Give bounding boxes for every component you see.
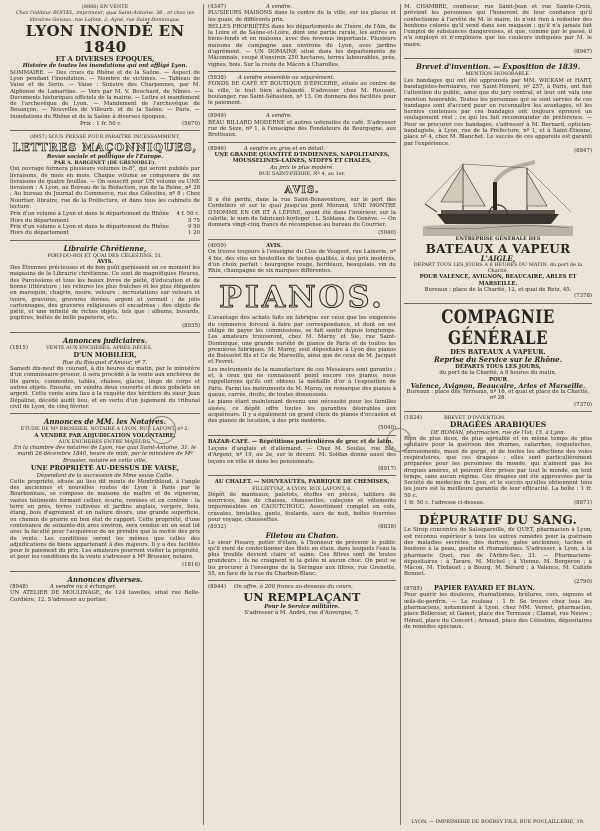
tariff-amount: 9 50 xyxy=(187,223,200,230)
remplacant-sub: Pour le Service militaire. xyxy=(264,603,340,610)
ad-number: (7370) xyxy=(574,401,592,408)
reprise-departs-2: du port de la Charité, à 9 heures du matin, xyxy=(439,370,557,377)
compagnie-title: COMPAGNIE GÉNÉRALE xyxy=(441,305,555,349)
divider xyxy=(404,303,592,304)
brevet-body: Les bandages qui ont été approuvés par MM. WICKAM et HART, bandagistes-herniaires, rue Saint-Honoré, nº 257, à Paris, ont fixé l'attention du public, ainsi que du jury central, et leur ont valu une mention honorable. Toutes les personnes qui se sont servies de ces bandages sont d'accord pour en reconnaître les avantages, et les hernies contenues par ces bandages ont toujours éprouvé un soulagement réel ; ce qui les fait recommander de préférence. — Pour se procurer ces bandages, s'adresser à M. Bernard, opticien-bandagiste, à Lyon, rue de la Préfecture, nº 1, et à Saint-Étienne, place nº 4, chez M. Blanchet. Le succès de ces appareils est garanti par l'expérience. xyxy=(404,77,592,147)
ad-number: (8838) xyxy=(378,524,396,531)
ship-route: POUR VALENCE, AVIGNON, BEAUCAIRE, ARLES ET MARSEILLE. xyxy=(419,274,577,287)
ship-title-2: BATEAUX A VAPEUR xyxy=(425,241,571,256)
tariff-amount: 1 20 xyxy=(187,230,200,237)
column-divider xyxy=(203,4,204,825)
divider xyxy=(208,435,396,436)
div-body: UN ATELIER DE MOULINAGE, de 124 tavelles, situé rue Belle-Cordière, 12. S'adresser au portier. xyxy=(10,590,200,603)
avis2-body: On trouve toujours à l'enseigne du Clos de Vougeot, rue Lainerie, nº 4 bis, des vins en bouteilles de toutes qualités, à des prix modérés, d'un choix parfait : bourgogne rouge, bordeaux, beaujolais, vin du Rhin, champagne de six marques différentes. xyxy=(208,249,396,275)
book-sommaire: SOMMAIRE. — Des crues du Rhône et de la Saône. — Aspect de Lyon pendant l'inondation. — Nombre de victimes. — Tableau de Vaise et de Serin. — Vaise : Sinistre des Charpennes, par M. Alphonse de Lamartine. — Vers par M. V. Bouchard, de Nîmes. — Documents historiques officiels de la mairie. — Lettre et mandement de l'archevêque de Lyon. — Mandement de l'archevêque de Besançon. — Nouvelles de Villeurb. et de la Saône. — Paris. — Inondations du Rhône et de la Saône à diverses époques. xyxy=(10,69,200,120)
indiennes-address: RUE SAINT-PIERRE, Nº 4, au 1er. xyxy=(258,170,346,177)
divider xyxy=(208,277,396,278)
ink-stamp xyxy=(387,428,411,452)
propriete-title: UNE PROPRIÉTÉ AU-DESSUS DE VAISE, xyxy=(30,464,180,473)
ad-number: (8917) xyxy=(378,465,396,472)
remplacant-title: UN REMPLAÇANT xyxy=(243,590,361,604)
biens-body: BELLES PROPRIÉTÉS dans les départements de l'Isère, de l'Ain, de la Loire et de Saône-et-Loire, dont une partie rurale, les autres en biens-fonds et en maisons, avec des revenus importants. Plusieurs maisons de campagne aux environs de Lyon, avec jardins d'agrément. — UN DOMAINE situé dans les départements de Mâconnais, coupé d'environ 250 hectares, terres labourables, prés, vignes, bois. Sur la route de Mâcon à Charolles. xyxy=(208,23,396,68)
dragees-title: DRAGÉES ARABIQUES xyxy=(449,420,547,430)
pianos-body-2: Les instruments de la manufacture de ces Messieurs sont garantis ; et, à ceux qui ne connaissent point encore ces pianos, nous rappellerons qu'ils ont obtenu la médaille d'or à l'exposition de Paris. Parmi les instruments de M. Marny, on remarque des pianos à queue, carrés, droits, de toutes dimensions. xyxy=(208,366,396,398)
cafe-head: A vendre ensemble ou séparément. xyxy=(237,74,335,81)
vente-head: VENTE AUX ENCHÈRES, APRÈS DÉCÈS, xyxy=(45,345,153,352)
price-line xyxy=(10,121,200,127)
compagnie-sub: DES BATEAUX A VAPEUR. xyxy=(450,347,546,356)
divider xyxy=(208,475,396,476)
tariff-table xyxy=(10,211,200,236)
divider xyxy=(208,580,396,581)
avis2-title: AVIS. xyxy=(265,242,283,249)
press-line: (8957) SOUS PRESSE POUR PARAITRE INCESSAMMENT, xyxy=(30,134,180,141)
dragees-sub: DE ROMAN, pharmacien, rue de l'Ist, 15, à Lyon. xyxy=(430,429,566,436)
vente-body: Samedi dix-neuf du courant, à dix heures du matin, par le ministère d'un commissaire-priseur, il sera procédé à la vente aux enchères de lits garnis, commodes, tables, chaises, glaces, linge de corps et autres objets. Ensuite, on vendra deux couverts et deux gobelets en argent. Cette vente aura lieu à la requête des héritiers du sieur Jean Dépaline, décédé audit lieu, et en vertu d'un jugement du tribunal civil de Lyon, du cinq février. xyxy=(10,366,200,410)
ship-title-1: ENTREPRISE GÉNÉRALE DES xyxy=(455,236,541,243)
maisons-body: PLUSIEURS MAISONS dans le centre de la ville, sur les places et les quais, de différents prix. xyxy=(208,10,396,23)
divider xyxy=(208,71,396,72)
section-notaires: Annonces de MM. les Notaires. xyxy=(43,417,167,427)
lettres-title: LETTRES MAÇONNIQUES, xyxy=(12,140,198,154)
ad-number: (1824) xyxy=(404,414,422,421)
ad-number: (8932) xyxy=(208,524,226,531)
ad-number: (4059) xyxy=(208,242,226,249)
ship-name: L'AIGLE, xyxy=(480,253,516,263)
bazar-body: Leçons d'anglais et d'allemand. — Chez M. Soulas, rue Bât-d'Argent, nº 19, au 2e, sur le devant. M. Soldan donne aussi des leçons en ville et dans les pensionnats. xyxy=(208,446,396,465)
librairie-title: Librairie Chrétienne, xyxy=(63,243,147,253)
ship-bureau: Bureaux : place de la Charité, 12, et quai de Retz, 45. xyxy=(424,287,572,294)
notaires-etude: ÉTUDE DE Mº BROSSIER, NOTAIRE A LYON, RUE LAFONT, nº 2. xyxy=(20,426,190,433)
divider xyxy=(404,411,592,412)
divider xyxy=(208,109,396,110)
librairie-body: Des Étrennes précieuses et de bon goût garnissent en ce moment les magasins de la Librairie chrétienne. Ce sont de magnifiques Heures, des Paroissiens et tous les beaux livres de piété, d'éducation et de bonne littérature ; les reliures les plus fraîches et les plus élégantes en maroquin, chagrin, moire, velours ; incrustations sur velours et ivoire, gravures, gravures dorées, argent et vermeil ; de jolis cartonnages, des gravures religieuses et encadrées ; des objets de piété, et une infinité de riches objets, tels que : albums, buvards, pupitres, boîtes de belle papeterie, etc. xyxy=(10,265,200,322)
ad-number: (8935) xyxy=(182,322,200,329)
remplacant-head: On offre, à 200 francs au-dessous du cours, xyxy=(233,584,353,591)
pianos-body: L'avantage des achats faits en fabrique sur ceux que les exigences du commerce forcent à faire par correspondance, et dont on est obligé de payer les commissions, se fait sentir depuis longtemps. Les amateurs trouveront, chez M. Marny et Sie, rue Saint-Dominique, une grande variété de pianos de Paris et de toutes les premières fabriques. M. Marny, seul dépositaire à Lyon des pianos de Boisselot fils et Ce de Marseille, ainsi que de ceux de M. Jacquet et Fevret. xyxy=(208,315,396,366)
tariff-row xyxy=(10,230,200,236)
dragees-price: 1 fr. 50 c. l'adresse ci-dessus. xyxy=(404,500,485,507)
divider xyxy=(404,509,592,510)
section-annonces-judiciaires: Annonces judiciaires. xyxy=(62,336,148,346)
lettres-body: Qui ouvrage formera plusieurs volumes in-8°, qui seront publiés par livraisons, de mois en mois. Chaque volume se composera de six livraisons de quatre feuilles. — On souscrit pour UN volume ou UNE livraison : A Lyon, au Bureau de la Rédaction, rue de la Reine, nº 28 ; Au bureau du Journal du Commerce, rue des Célestins, nº 8 ; Chez Nourtier, libraire, rue de la Préfecture, et dans tous les cabinets de lecture. xyxy=(10,166,200,211)
tariff-label: Prix d'un volume à Lyon et dans le département du Rhône xyxy=(10,211,169,218)
ad-number: (8785) xyxy=(404,586,422,593)
column-right xyxy=(404,4,592,631)
book-title: LYON INONDÉ EN 1840 xyxy=(25,21,185,56)
brevet-sub: MENTION HONORABLE. xyxy=(465,71,531,78)
papier-body: Pour guérir les douleurs, rhumatismes, brûlures, cors, oignons et œils-de-perdrix. — Le rouleau : 1 fr. Se trouve chez tous les pharmaciens, notamment à Lyon, chez MM. Vernet, pharmacien, place Bellecour, et Gamet, place des Terreaux ; Clamat, rue Neuve ; Hémel, place du Concert ; Arnaud, place des Célestins, dépositaires de remèdes spéciaux. xyxy=(404,592,592,630)
price-text: Prix : 1 fr. 50 c. xyxy=(80,121,123,128)
lettres-subtitle: Revue sociale et politique de l'Europe. xyxy=(46,153,164,160)
tariff-amount: 4 f. 50 c. xyxy=(176,211,200,218)
reprise-bureau: Bureaux : place des Terreaux, nº 16, et quai et place de la Charité, nº 28. xyxy=(406,389,590,402)
book-subtitle-2: Histoire de toutes les inondations qui ont affligé Lyon. xyxy=(22,63,188,70)
ad-number: (4347) xyxy=(208,4,226,10)
billard-body: BEAU BILLARD MODERNE et autres ustensiles de café. S'adresser rue de Sèze, nº 1, à l'enseigne des Fondateurs de Bourgogne, aux Brotteaux. xyxy=(208,119,396,139)
ad-header-line: (8986) EN VENTE xyxy=(81,4,129,10)
book-subtitle: ET A DIVERSES ÉPOQUES, xyxy=(55,54,155,63)
propriete-body: Cette propriété, située au lieu dit monts de Montribloud, à l'angle des anciennes et nouvelles routes de Lyon à Paris par le Bourbonnais, se compose de maisons de maître et de vigneron, vastes bâtiments formant cellier, écurie, remises et en contrée : la terre en prés, terres cultivées et jardins anglais, vergers, bois, étang, bois d'agrément et en nature divers, une grande superficie, ou chemin de prairie en bon état de rapport. Cette propriété, d'une contenance de soixante-dix ares environ, sera vendue en un seul lot avec la faculté pour l'acquéreur de ne prendre que la moitié des prix de vente. Les conditions seront les mêmes que celles des adjudications de biens appartenant à des majeurs. Il y a des facilités pour le paiement du prix. Les amateurs pourront visiter la propriété, et pour les conditions de la vente s'adresser à Mº Brossier, notaire. xyxy=(10,478,200,561)
printer-footer: LYON. — IMPRIMERIE DE BOERSY FILS, RUE POULAILLERIE, 19. xyxy=(411,819,585,825)
divider xyxy=(208,142,396,143)
chalet-title: AU CHALET. — NOUVEAUTÉS, FABRIQUE DE CHEMISES, xyxy=(214,479,390,486)
chalet-body: Dépôt de manteaux, paletots, étoffes en pièces, tabliers de nourrices, bas de chaises, chaussettes, caleçons et vêtements imperméables en CAOUTCHOUC. Assortiment complet en cols, cravates, bretelles, gants, foulards, sacs de nuit, boîtes fourrées pour voyage, chaussettes. xyxy=(208,491,396,523)
divider xyxy=(10,240,200,241)
chambre-body: M. CHAMBRE, confiseur, rue Saint-Jean et rue Sainte-Croix, prévient les personnes qui l'honorent de leur confiance qu'il confectionne à l'arrêté de M. le maire, ils n'ont rien à redouter des bonbons colorés qu'il vend dans son magasin ; qu'il n'a jamais fait l'emploi de substances dangereuses, et que, comme par le passé, il n'a employé et n'emploiera que les couleurs indiquées par M. le maire. xyxy=(404,4,592,48)
reprise-title: Reprise du Service sur le Rhône. xyxy=(433,354,563,364)
ad-number: (8949) xyxy=(208,113,226,120)
tariff-label: Prix d'un volume à Lyon et dans le département du Rhône xyxy=(10,223,169,230)
divider xyxy=(10,130,200,131)
divider xyxy=(10,413,200,414)
pianos-title: PIANOS. xyxy=(219,280,385,316)
tariff-label: Hors du département xyxy=(10,230,69,237)
adjudication-sub: AUX ENCHÈRES ENTRE MAJEURS, xyxy=(58,438,152,445)
librairie-address: PORT-DU-ROI ET QUAI DES CÉLESTINS, 51. xyxy=(47,252,163,259)
fileton-body: Le sieur Pissavy, potier d'étain, à l'honneur de prévenir le public qu'il vient de confectionner des filets en étain, dans lesquels l'eau la plus trouble devient claire et saine. Ces filtres sont de toutes grandeurs ; ils ne craignent ni la gelée ni aucun choc. On peut se les procurer à l'enseigne de la Seringue aux filtres, rue Grenette, 55, en face de la rue du Charbon-Blanc. xyxy=(208,539,396,578)
billard-head: A vendre. xyxy=(265,113,293,120)
tariff-label: Hors du département xyxy=(10,217,69,224)
propriete-sub: Dépendant de la succession de Mme veuve Caille. xyxy=(36,472,174,479)
ad-number: (8871) xyxy=(574,500,592,507)
avis-body: Il a été perdu, dans la rue Saint-Bonaventure, sur le port des Cordeliers et sur le quai jusqu'au pont Morand, UNE MONTRE D'HOMME EN OR ET A LÉPINE, ayant été dans l'intérieur, sur la calotte, le nom du fabricant-horloger : L. Soldana, de Genève. — On donnera vingt-cinq francs de récompense au bureau du Courrier. xyxy=(208,197,396,229)
cafe-body: FONDS DE CAFÉ ET BOUTIQUE D'ÉPICERIE, situés au centre de la ville, le tout bien achalandé. S'adresser chez M. Rousset, boulanger, rue Saint-Sébastien, nº 13. On donnera des facilités pour le paiement. xyxy=(208,81,396,107)
steamboat-illustration xyxy=(423,156,573,236)
ad-number: (2790) xyxy=(574,578,592,585)
papier-title: PAPIER FAYARD ET BLAYN. xyxy=(433,584,535,593)
ad-number: (8947) xyxy=(574,49,592,56)
vente-title: D'UN MOBILIER, xyxy=(73,351,137,360)
tariff-amount: 5 75 xyxy=(187,217,200,224)
adjudication-title: A VENDRE PAR ADJUDICATION VOLONTAIRE, xyxy=(34,432,176,439)
reprise-departs: DÉPARTS TOUS LES JOURS, xyxy=(455,363,541,370)
ad-number: (5938) xyxy=(208,74,226,81)
ship-departure: DÉPART TOUS LES JOURS A 6 HEURES DU MATIN, du port de la Charité, xyxy=(413,261,583,275)
ad-number: (8948) xyxy=(10,583,28,590)
ad-number: (5040) xyxy=(378,229,396,236)
ad-number: (8847) xyxy=(574,147,592,154)
ad-number: (7378) xyxy=(574,293,592,300)
divider xyxy=(10,571,200,572)
lettres-author: PAR A. BARGINET (DE GRENOBLE). xyxy=(53,159,157,166)
vente-address: Rue du Bouquet d'Amour, nº 7. xyxy=(62,359,148,366)
publisher-line: Chez l'éditeur BOITEL, imprimeur, quai Saint-Antoine, 36 , et chez les libraires Gevaux, rue Lafont, 2; Ayné, rue Saint-Dominique. xyxy=(15,10,195,23)
ad-number: (8946) xyxy=(208,145,226,152)
section-annonces-diverses: Annonces diverses. xyxy=(67,574,143,584)
remplacant-address: S'adresser à M. André, rue d'Auvergne, 7. xyxy=(244,609,360,616)
depuratif-title: DÉPURATIF DU SANG. xyxy=(418,513,578,528)
ad-number: (5040) xyxy=(378,425,396,432)
reprise-route: Valence, Avignon, Beaucaire, Arles et Marseille. xyxy=(410,381,586,390)
divider xyxy=(10,332,200,333)
ad-number: (5670) xyxy=(182,121,200,128)
avis-title: AVIS. xyxy=(284,185,320,197)
dragees-body: Rien de plus doux, de plus agréable et en même temps de plus salutaire pour la guérison des rhumes, catarrhes, coqueluches, enrouements, maux de gorge, et de toutes les affections des voies respiratoires, que ces dragées : elles sont particulièrement préparées pour les personnes du monde, qui n'aiment pas les drogues amères, et peuvent être prises par tout le monde, en tout temps, sans aucun régime. Ces dragées ont été approuvées par la Société de médecine de Lyon, et le succès qu'elles obtiennent tous les jours est la meilleure garantie de leur efficacité. La boîte : 1 fr. 50 c. xyxy=(404,436,592,499)
column-left xyxy=(10,4,200,604)
dragees-footer xyxy=(404,500,592,506)
divider xyxy=(208,239,396,240)
ink-stamp xyxy=(148,416,176,444)
ad-number: (1815) xyxy=(10,345,28,352)
adjudication-place: En la chambre des notaires de Lyon, rue quai Saint-Antoine, 31, le mardi 26 décembre 1840, heure de midi, par le ministère de Mº Brossier, notaire en cette ville, xyxy=(13,445,197,464)
depuratif-body: Le Sirop concentré de Salsepareille, de QUET, pharmacien à Lyon, est reconnu supérieur à tous les autres remèdes pour la guérison des maladies secrètes, des dartres, gales anciennes, taches et boutons à la peau, goutte et rhumatismes. S'adresser, à Lyon, à la pharmacie Quet, rue de l'Arbre-Sec, 31. — Pharmaciens-dépositaires : à Tarare, M. Michel ; à Vienne, M. Borgeron ; à Mâcon, M. Tixdauet ; à Bourg, M. Bérard ; à Valence, M. Calixte Bonnet. xyxy=(404,527,592,578)
indiennes-title: UNE GRANDE QUANTITÉ D'INDIENNES, NAPOLITAINES, MOUSSELINES-LAINES, STOFFS ET CHALES, xyxy=(214,151,390,165)
librairie-avis: AVIS. xyxy=(96,258,114,265)
pianos-body-3: Le piano étant maintenant devenu une nécessité pour les familles aisées, ce dépôt offre toutes les garanties désirables aux acquéreurs. Il y a également un grand choix de pianos d'occasion et des pianos de location, à des prix modérés. xyxy=(208,399,396,425)
divider xyxy=(404,58,592,59)
div-head: A vendre ou à échanger. xyxy=(49,583,117,590)
indiennes-sub: Au prix le plus modéré. xyxy=(270,164,334,171)
bazar-title: BAZAR-CAFÉ. — Répétitions particulières de grec et de latin. xyxy=(208,438,394,445)
reprise-pour: POUR xyxy=(489,376,507,383)
column-divider xyxy=(400,4,401,825)
ad-number: (1816) xyxy=(182,561,200,568)
ad-number: (8944) xyxy=(208,584,226,591)
dragees-head: BREVET D'INVENTION. xyxy=(443,414,506,421)
fileton-title: Filetou au Chaton. xyxy=(265,530,339,540)
column-middle xyxy=(208,4,396,616)
divider xyxy=(208,180,396,181)
top-head: A vendre. xyxy=(265,4,293,10)
brevet-title: Brevet d'invention. — Exposition de 1839. xyxy=(415,62,581,72)
chalet-sub: FILLIETTAZ, A LYON, RUE LAFONT, 6. xyxy=(252,485,352,492)
indiennes-head: A vendre en gros et en détail. xyxy=(243,145,325,152)
